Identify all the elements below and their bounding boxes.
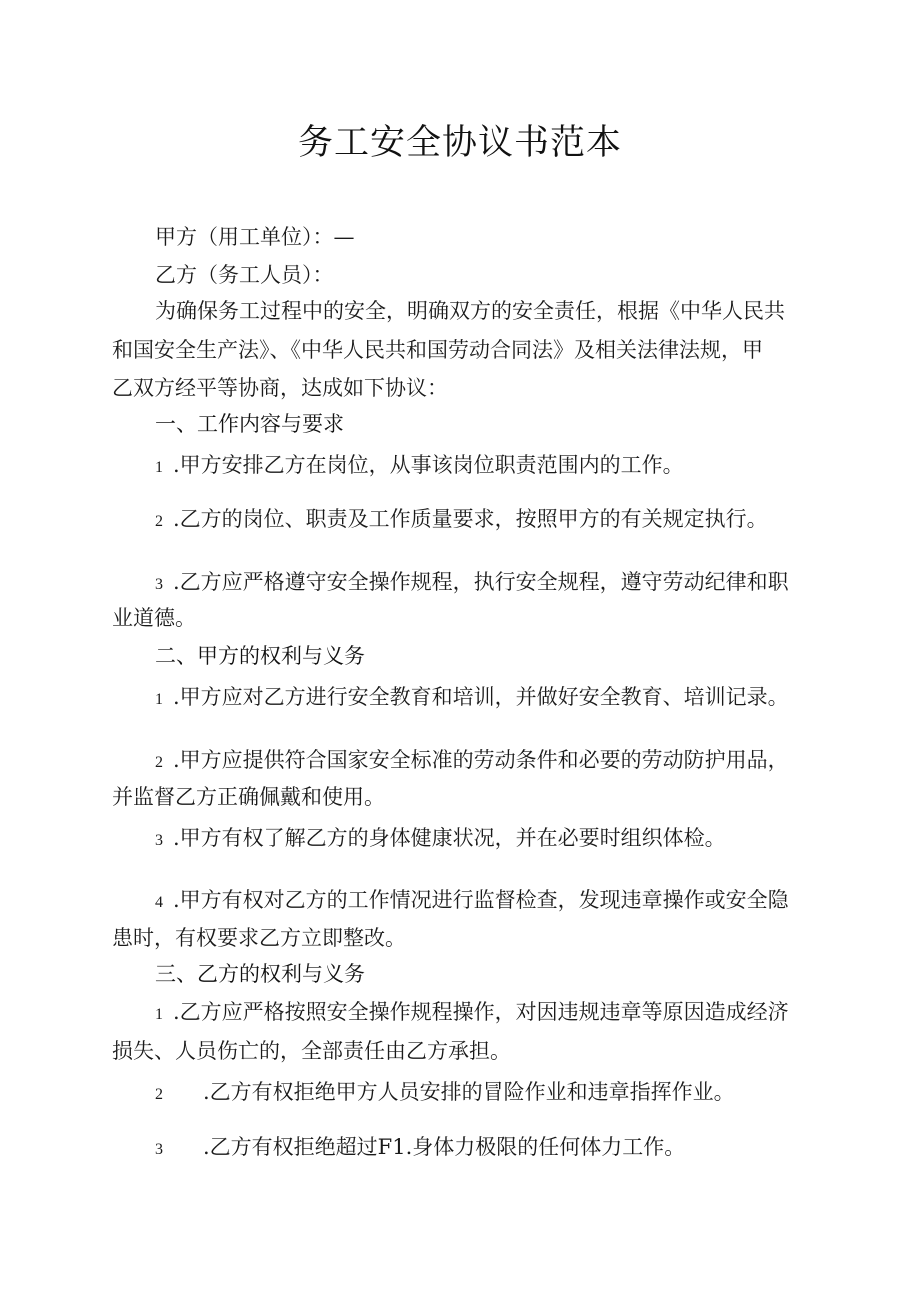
intro-line: 乙双方经平等协商，达成如下协议： (112, 376, 448, 400)
clause-item (155, 1072, 812, 1115)
clause-continuation: 业道德。 (112, 606, 196, 630)
clause-number: 1 (155, 691, 163, 708)
document-title: 务工安全协议书范本 (297, 123, 622, 163)
clause-number: 3 (155, 576, 163, 593)
clause-text: .乙方有权拒绝超过F1.身体力极限的任何体力工作。 (203, 1135, 686, 1159)
clause-item (155, 1127, 812, 1170)
clause-number: 2 (155, 1086, 163, 1103)
clause-item (155, 445, 812, 488)
section-heading: 三、乙方的权利与义务 (155, 962, 365, 986)
clause-text: .甲方应对乙方进行安全教育和培训，并做好安全教育、培训记录。 (173, 685, 789, 709)
clause-item (155, 677, 812, 720)
clause-number: 1 (155, 459, 163, 476)
clause-number: 4 (155, 894, 163, 911)
clause-item (155, 880, 812, 923)
party-b-line: 乙方（务工人员）： (155, 263, 334, 287)
clause-text: .甲方应提供符合国家安全标准的劳动条件和必要的劳动防护用品， (173, 748, 789, 772)
clause-number: 3 (155, 1141, 163, 1158)
section-heading: 一、工作内容与要求 (155, 412, 344, 436)
clause-continuation: 并监督乙方正确佩戴和使用。 (112, 785, 385, 809)
clause-item (155, 992, 812, 1035)
clause-text: .乙方应严格按照安全操作规程操作，对因违规违章等原因造成经济 (173, 1000, 789, 1024)
clause-text: .乙方的岗位、职责及工作质量要求，按照甲方的有关规定执行。 (173, 507, 768, 531)
clause-text: .甲方有权对乙方的工作情况进行监督检查，发现违章操作或安全隐 (173, 888, 789, 912)
intro-line: 和国安全生产法》、《中华人民共和国劳动合同法》及相关法律法规，甲 (112, 338, 763, 362)
clause-text: .乙方应严格遵守安全操作规程，执行安全规程，遵守劳动纪律和职 (173, 570, 789, 594)
clause-number: 1 (155, 1006, 163, 1023)
clause-number: 2 (155, 754, 163, 771)
clause-text: .乙方有权拒绝甲方人员安排的冒险作业和违章指挥作业。 (203, 1080, 735, 1104)
clause-continuation: 患时，有权要求乙方立即整改。 (112, 926, 406, 950)
section-heading: 二、甲方的权利与义务 (155, 644, 365, 668)
party-a-line: 甲方（用工单位）：— (155, 225, 355, 249)
clause-item (155, 818, 812, 861)
clause-item (155, 499, 812, 542)
clause-text: .甲方安排乙方在岗位，从事该岗位职责范围内的工作。 (173, 453, 684, 477)
clause-number: 2 (155, 513, 163, 530)
clause-number: 3 (155, 832, 163, 849)
clause-continuation: 损失、人员伤亡的，全部责任由乙方承担。 (112, 1039, 511, 1063)
clause-text: .甲方有权了解乙方的身体健康状况，并在必要时组织体检。 (173, 826, 726, 850)
intro-line: 为确保务工过程中的安全，明确双方的安全责任，根据《中华人民共 (155, 299, 785, 323)
